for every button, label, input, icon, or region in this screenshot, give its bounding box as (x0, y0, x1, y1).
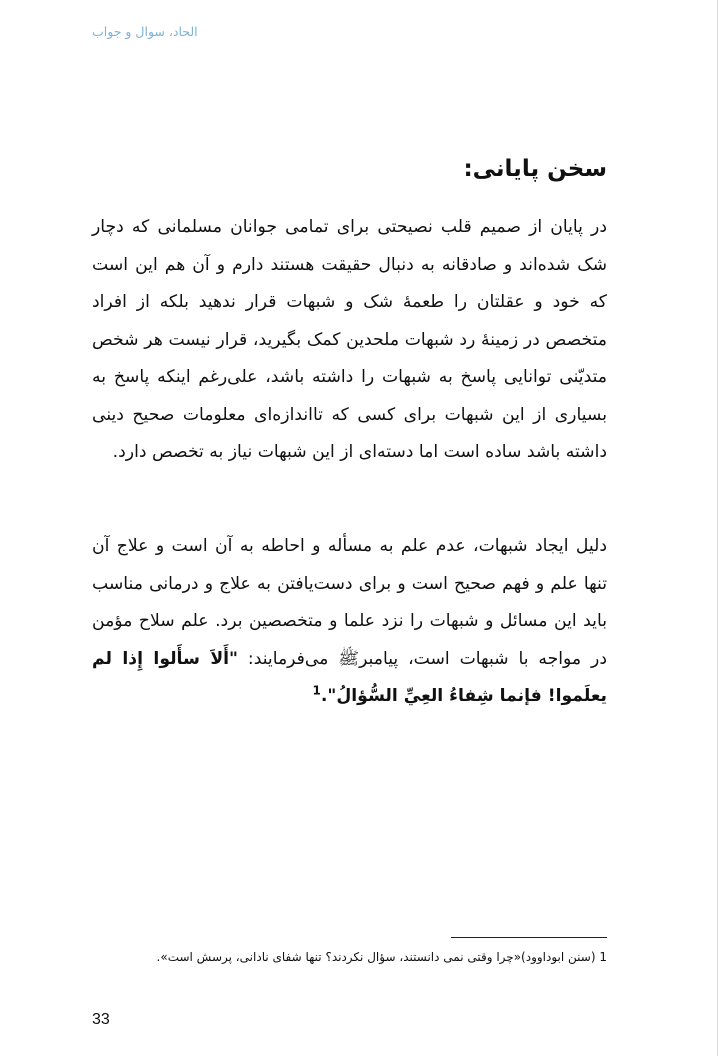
section-title: سخن پایانی: (463, 156, 607, 182)
body-paragraph-1 (92, 209, 607, 472)
hadith-quote: "أَلاَ سأَلوا إِذا لم يعلَموا! فإنما شِفاءُ العِيِّ السُّؤالُ". (92, 648, 607, 706)
body-paragraph-2 (92, 528, 607, 716)
paragraph-1-text: در پایان از صمیم قلب نصیحتی برای تمامی جوانان مسلمانی که دچار شک شده‌اند و صادقانه به دنبال حقیقت هستند دارم و آن هم این است که خود و عقلتان را طعمۀ شک و شبهات قرار ندهید بلکه از افراد متخصص در زمینۀ رد شبهات ملحدین کمک بگیرید، قرار نیست هر شخص متدیّنی توانایی پاسخ به شبهات را داشته باشد، علی‌رغم اینکه پاسخ به بسیاری از این شبهات برای کسی که تااندازه‌ای معلومات صحیح دینی داشته باشد ساده است اما دسته‌ای از این شبهات نیاز به تخصص دارد. (92, 217, 607, 462)
page-number: 33 (92, 1011, 110, 1028)
footnote: 1 (سنن ابوداوود)«چرا وقتی نمی دانستند، سؤال نکردند؟ تنها شفای نادانی، پرسش است». (156, 950, 607, 964)
footnote-divider (451, 937, 607, 938)
footnote-marker[interactable]: 1 (312, 683, 321, 698)
running-header: الحاد، سوال و جواب (92, 24, 198, 39)
paragraph-2-text: دلیل ایجاد شبهات، عدم علم به مسأله و احاطه به آن است و علاج آن تنها علم و فهم صحیح است و برای دست‌یافتن به علاج و درمانی مناسب باید این مسائل و شبهات را نزد علما و متخصصین برد. علم سلاح مؤمن در مواجه با شبهات است، پیامبرﷺ می‌فرمایند: (92, 536, 607, 669)
